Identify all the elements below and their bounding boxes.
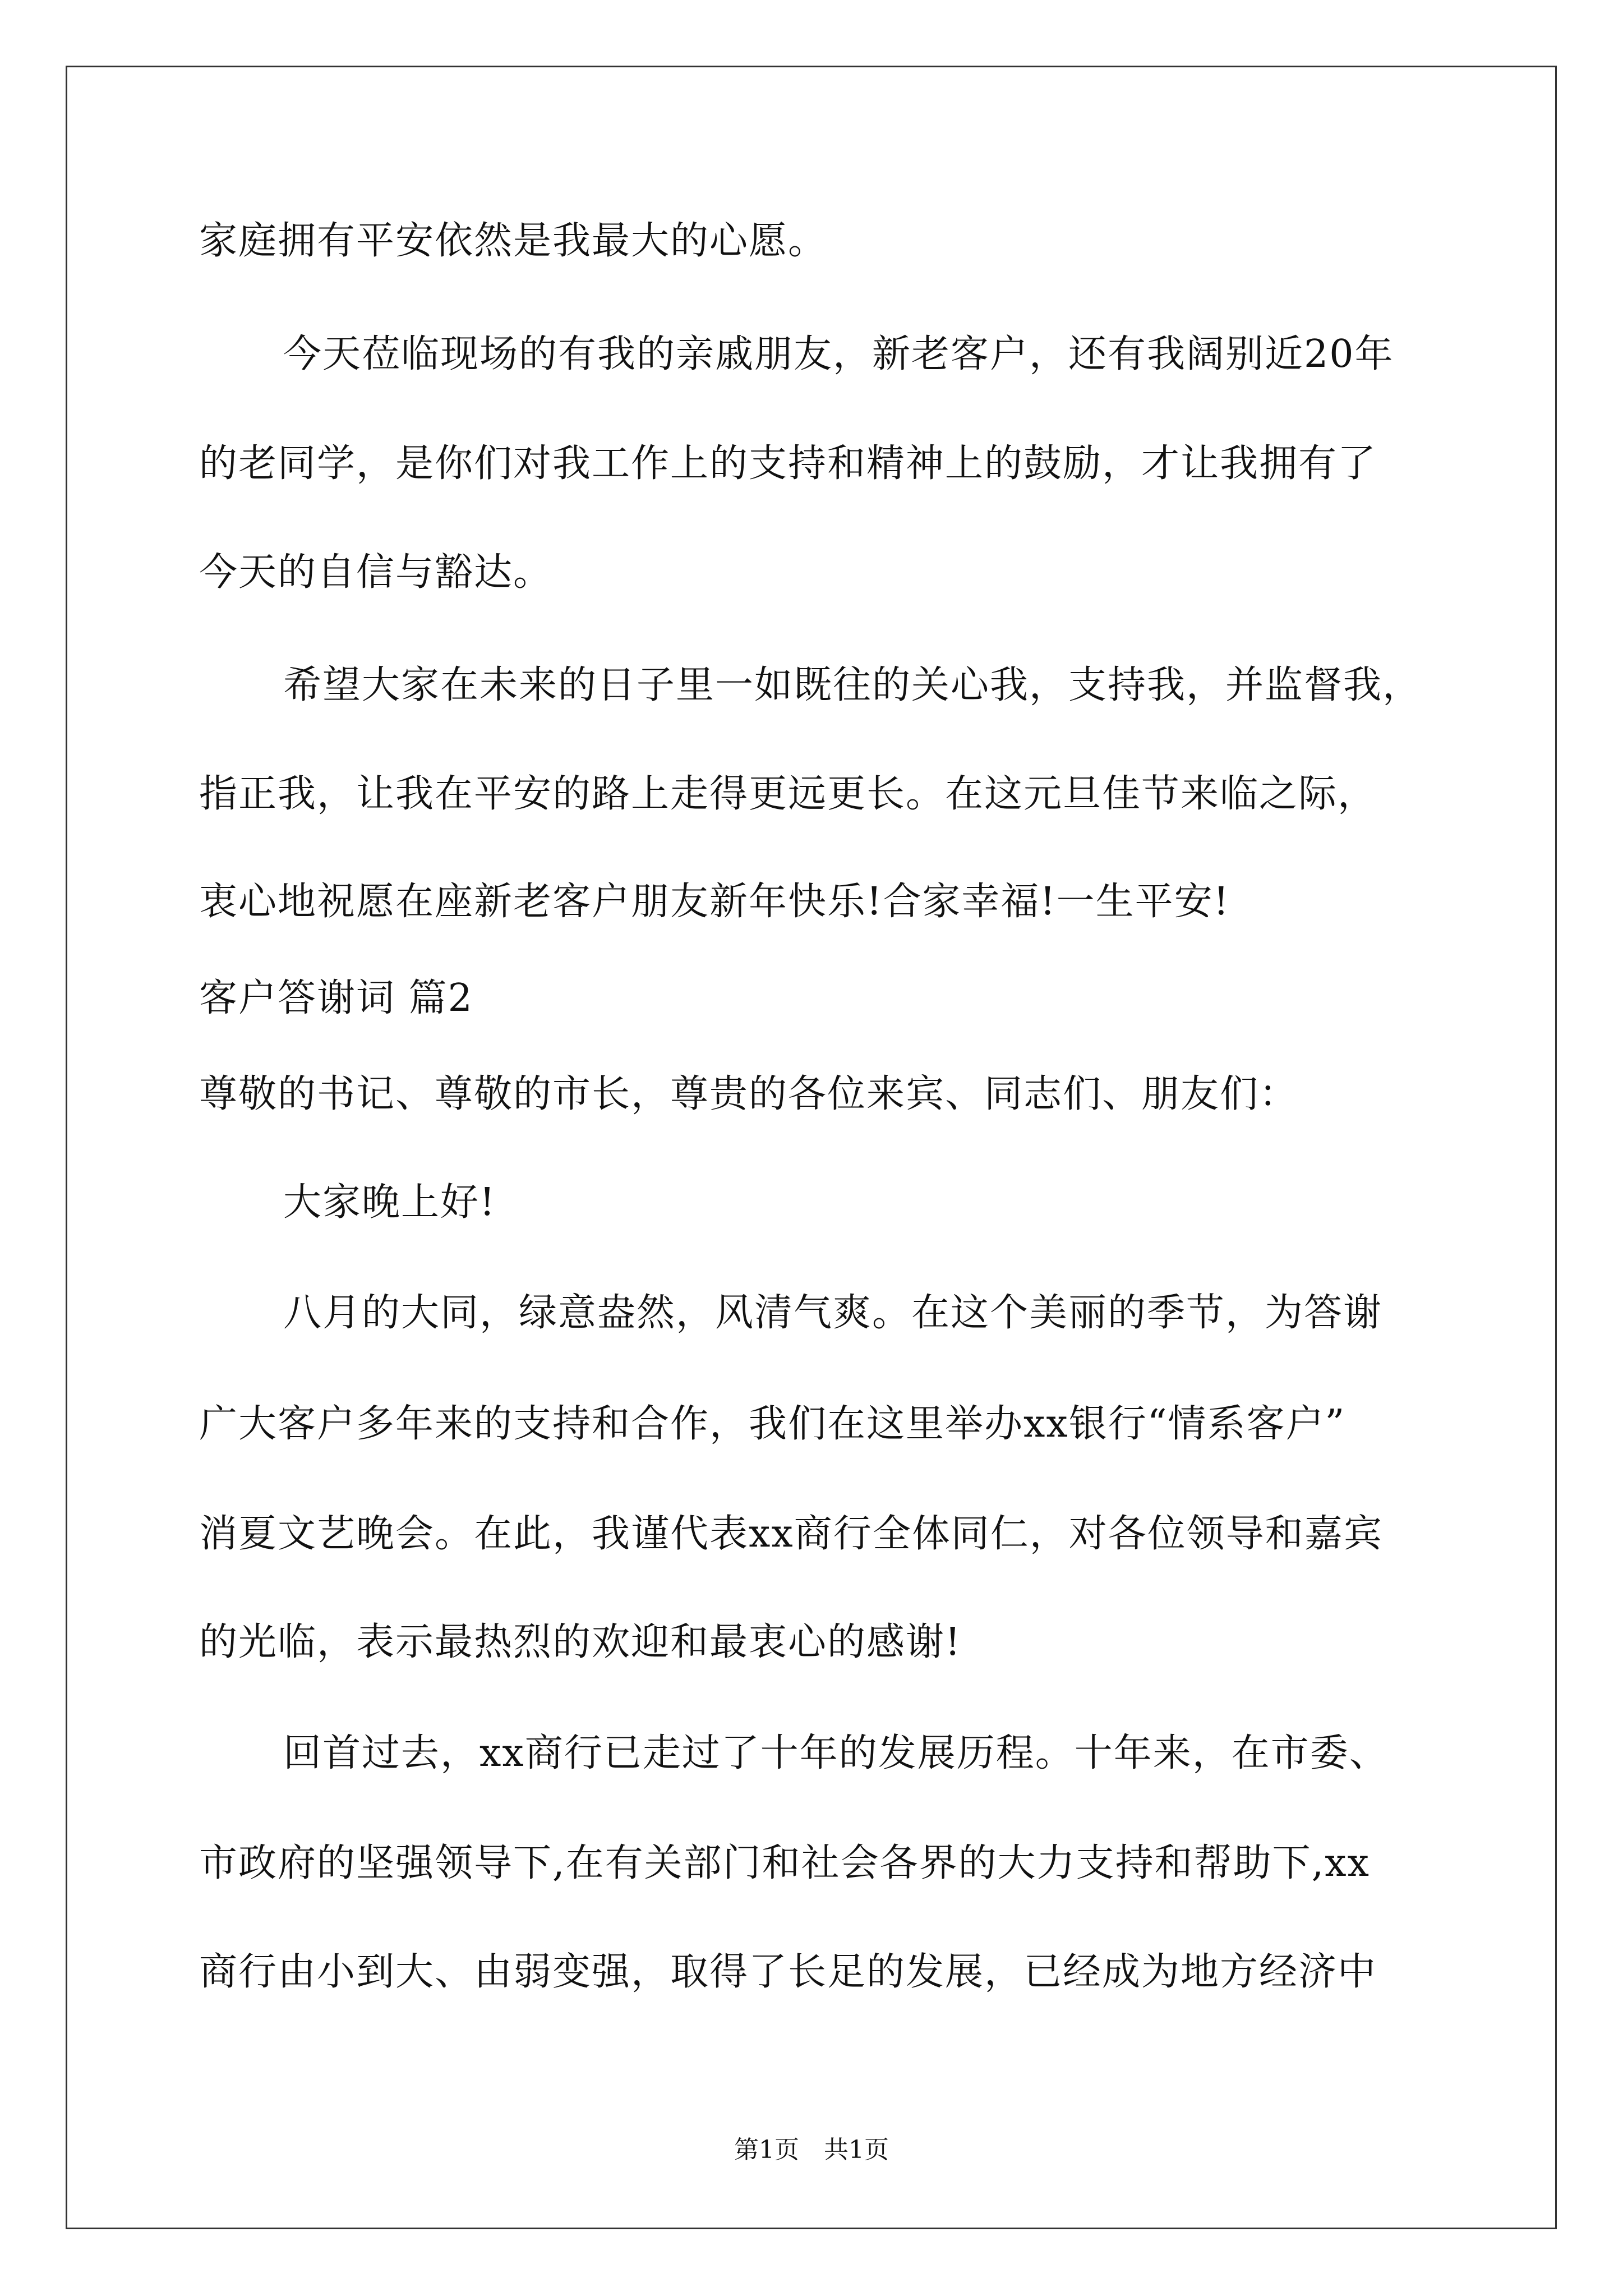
text-line-12: 广大客户多年来的支持和合作，我们在这里举办xx银行“情系客户” [199,1402,1346,1446]
text-line-17: 商行由小到大、由弱变强，取得了长足的发展，已经成为地方经济中 [199,1950,1377,1994]
text-line-13: 消夏文艺晚会。在此，我谨代表xx商行全体同仁，对各位领导和嘉宾 [199,1512,1383,1556]
text-line-1: 家庭拥有平安依然是我最大的心愿。 [199,219,828,263]
text-line-3: 的老同学，是你们对我工作上的支持和精神上的鼓励，才让我拥有了 [199,441,1377,486]
text-line-greeting: 大家晚上好! [283,1180,496,1225]
text-line-5: 希望大家在未来的日子里一如既往的关心我，支持我，并监督我， [283,663,1422,707]
text-line-15: 回首过去，xx商行已走过了十年的发展历程。十年来，在市委、 [283,1731,1389,1775]
page-footer [0,2133,1623,2167]
text-line-2: 今天莅临现场的有我的亲戚朋友，新老客户，还有我阔别近20年 [283,332,1394,376]
page-frame [66,66,1557,2229]
text-line-6: 指正我，让我在平安的路上走得更远更长。在这元旦佳节来临之际， [199,772,1377,816]
page-total: 共1页 [824,2136,889,2164]
text-line-4: 今天的自信与豁达。 [199,550,553,595]
section-heading: 客户答谢词 篇2 [199,976,473,1020]
text-line-11: 八月的大同，绿意盎然，风清气爽。在这个美丽的季节，为答谢 [283,1291,1383,1335]
page-number: 第1页 [734,2136,799,2164]
text-line-salutation: 尊敬的书记、尊敬的市长，尊贵的各位来宾、同志们、朋友们： [199,1072,1299,1116]
text-line-14: 的光临，表示最热烈的欢迎和最衷心的感谢! [199,1620,962,1664]
text-line-7: 衷心地祝愿在座新老客户朋友新年快乐!合家幸福!一生平安! [199,880,1230,924]
text-line-16: 市政府的坚强领导下,在有关部门和社会各界的大力支持和帮助下,xx [199,1841,1370,1885]
